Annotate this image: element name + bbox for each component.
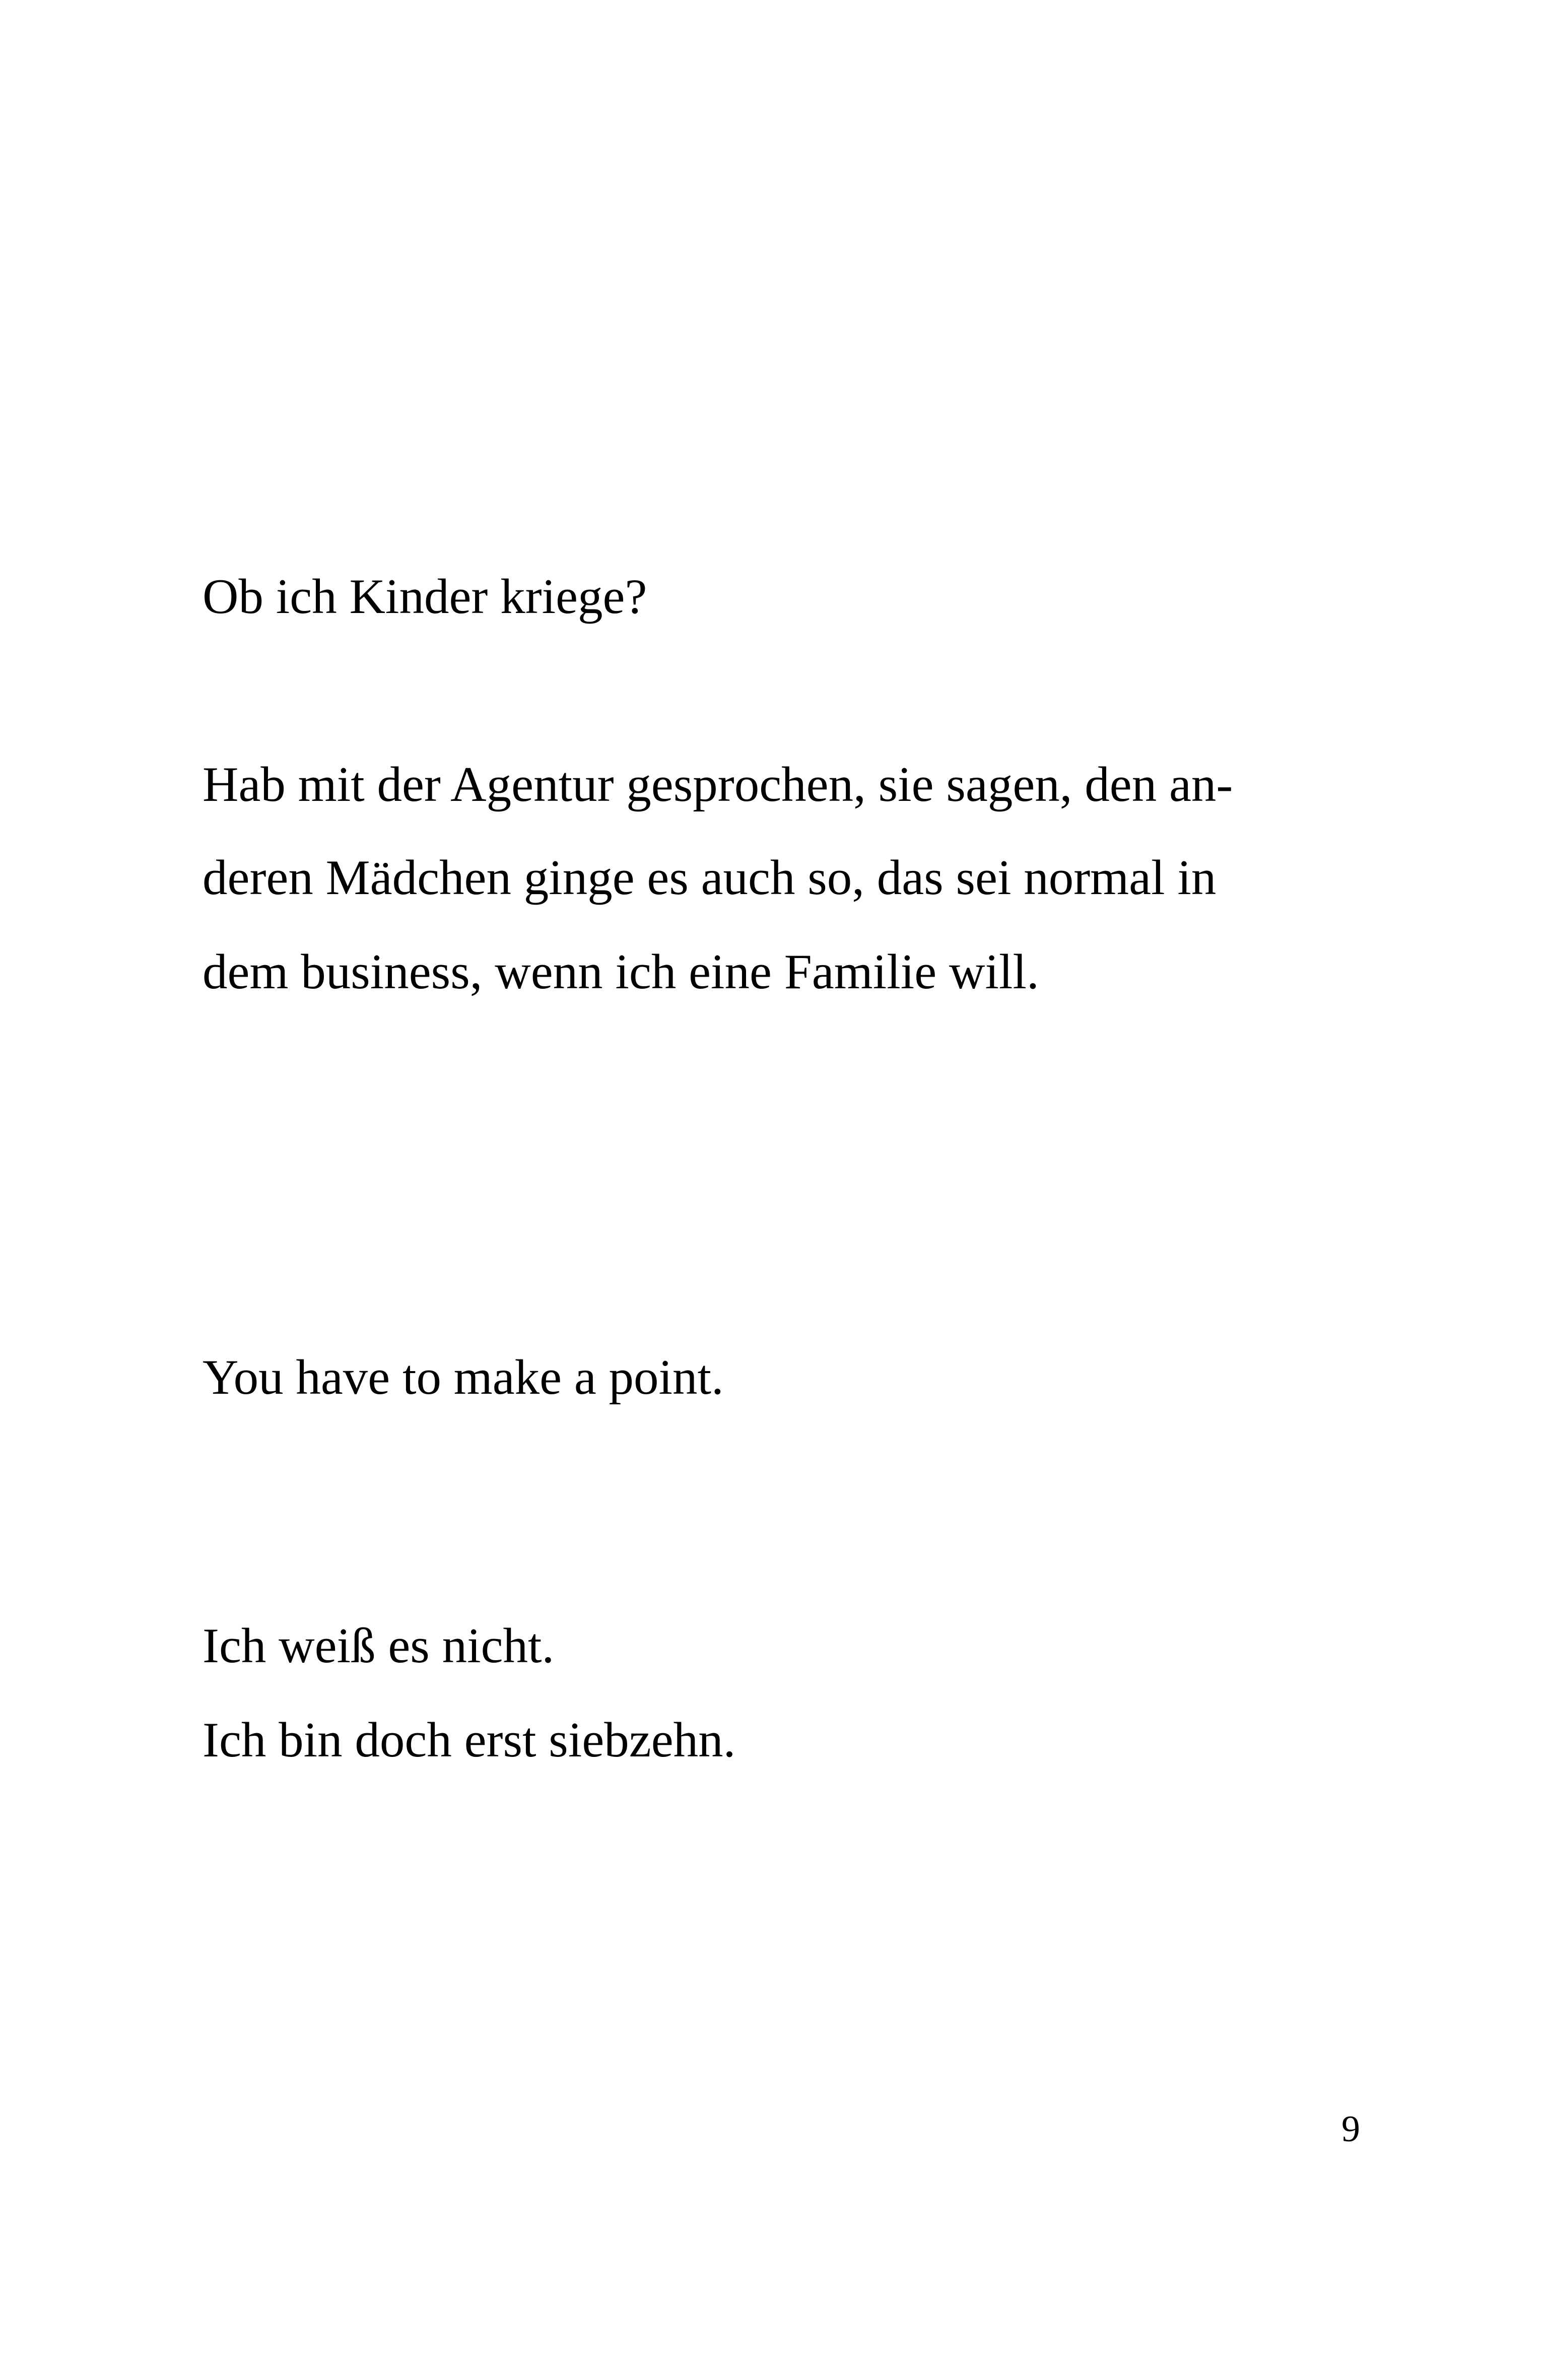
text-line: dem business, wenn ich eine Familie will. xyxy=(203,944,1039,999)
text-line: Hab mit der Agentur gesprochen, sie sagen, den an- xyxy=(203,757,1233,812)
text-line: Ich bin doch erst siebzehn. xyxy=(203,1713,736,1767)
text-line: Ob ich Kinder kriege? xyxy=(203,569,647,624)
text-line: Ich weiß es nicht. xyxy=(203,1618,555,1673)
text-line: deren Mädchen ginge es auch so, das sei normal in xyxy=(203,850,1217,905)
text-line: You have to make a point. xyxy=(203,1350,724,1405)
page-number: 9 xyxy=(1341,2109,1360,2150)
